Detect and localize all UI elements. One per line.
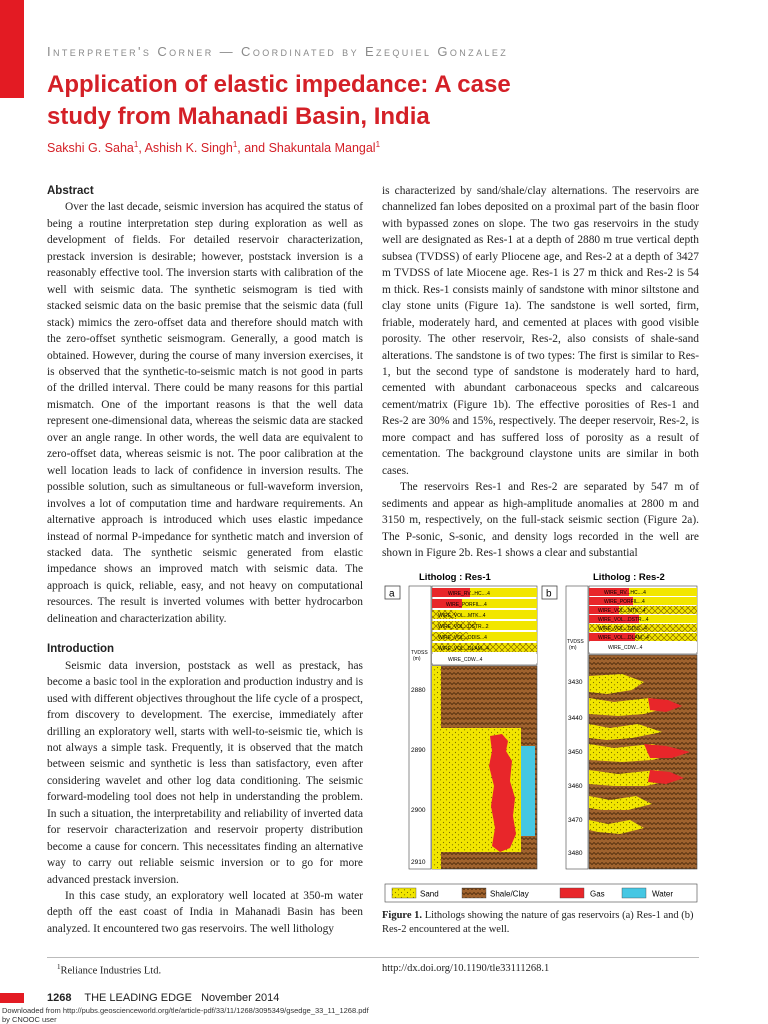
panel-b-title: Litholog : Res-2: [593, 572, 665, 583]
download-url[interactable]: Downloaded from http://pubs.geoscienceworld.org/tle/article-pdf/33/11/1268/3095349/gsedge_33_11_1268.pdf: [2, 1006, 369, 1015]
introduction-paragraph: Seismic data inversion, poststack as well as prestack, has become a basic tool in the exploration and production industry and is used with different objectives throughout the life cycle of a prospect, from discovery to development. The exercise, immediately after drilling an exploratory well, starts with well-to-seismic tie, which is not always a simple task. Frequently, it is observed that the match between seismic and synthetic is less than satisfactory, even after considering wavelet and other log data conditioning. The seismic forward-modeling tool does not help in understanding the problem. In such a situation, the interpretability and reliability of inverted data for reservoir characterization and reservoir property distribution become a cause for concern. This necessitates finding an alternative way to carry out reliable seismic inversion or to go for more advanced prestack inversion.: [47, 659, 363, 886]
download-notice: [2, 1007, 369, 1024]
figure-caption: [382, 909, 700, 937]
track-name: WIRE_PORFIL...4: [604, 599, 645, 605]
page-number: 1268: [47, 992, 72, 1004]
author-affiliation-mark: 1: [133, 140, 139, 149]
depth-label: 2890: [411, 747, 426, 754]
legend-swatch-sand: [392, 888, 416, 898]
panel-label-a: a: [389, 588, 395, 600]
figure-legend: [385, 884, 697, 902]
depth-label: 3480: [568, 850, 583, 857]
abstract-heading: Abstract: [47, 185, 94, 197]
article-title: Application of elastic impedance: A case study from Mahanadi Basin, India: [47, 71, 511, 130]
doi-link[interactable]: http://dx.doi.org/10.1190/tle33111268.1: [382, 963, 550, 974]
track-name: WIRE_VOL...DDIS...4: [598, 626, 647, 632]
introduction-heading: Introduction: [47, 643, 115, 656]
figure-1: [382, 566, 700, 908]
journal-name: THE LEADING EDGE: [84, 992, 192, 1004]
track-name: WIRE_VOL...DLAM...4: [598, 635, 649, 641]
abstract-paragraph: Over the last decade, seismic inversion has acquired the status of being a routine interpretation step during exploration as well as development of fields. For detailed reservoir characterization, prestack inversion is desirable; however, poststack inversion is a reasonably effective tool. The inversion starts with calibration of the well with seismic data. The synthetic seismogram is tied with stacked seismic data on the basic premise that the seismic data (full stack) mimics the zero-offset data and therefore should match with the zero-offset synthetic seismogram. Generally, a good match is obtained. However, during the course of many inversion exercises, it is observed that the synthetic-to-seismic match is not good in parts of the drilled interval. There could be many reasons for this partial mismatch. One of the important reasons is that the well data represent one-dimensional data, whereas the seismic data are stacked over an angle range. In other words, the well data are equivalent to zero-offset data, whereas seismic is not. The poor calibration at the well location leads to lack of confidence in inversion results. The possible solution, such as simultaneous or full-waveform inversion, involves a lot of computation time and hardware requirements. An alternative approach is introduced which uses elastic impedance instead of normal P-impedance for synthetic match and inversion of stacked data. The synthetic seismic generated from elastic impedance shows an improved match with seismic data. The approach is quick, reliable, easy, and not heavy on computational resources. The result is inverted volumes with better hydrocarbon delineation and characterization ability.: [47, 201, 363, 625]
legend-swatch-water: [622, 888, 646, 898]
depth-header: TVDSS: [411, 650, 428, 656]
track-name: WIRE_VOL...DSTR...4: [598, 617, 649, 623]
track-name: WIRE_CDW...4: [448, 657, 483, 663]
depth-header: TVDSS: [567, 639, 584, 645]
legend-label: Sand: [420, 889, 439, 899]
affiliation-footnote: [57, 963, 161, 977]
depth-label: 3430: [568, 679, 583, 686]
left-column: [47, 183, 363, 937]
track-name: WIRE_VOL...MTK...4: [438, 613, 486, 619]
right-column: [382, 183, 699, 561]
page-footer: [47, 992, 279, 1004]
depth-label: 2880: [411, 687, 426, 694]
legend-label: Gas: [590, 889, 605, 899]
caption-text: Lithologs showing the nature of gas reservoirs (a) Res-1 and (b) Res-2 encountered at the well.: [382, 910, 694, 935]
header-accent-bar: [0, 0, 24, 98]
track-name: WIRE_RV...HC....4: [448, 591, 490, 597]
litholog-body-b: [589, 655, 697, 869]
issue-date: November 2014: [201, 992, 280, 1004]
footer-accent-bar: [0, 993, 24, 1003]
series-label: Interpreter's Corner — Coordinated by Ezequiel Gonzalez: [47, 44, 509, 59]
panel-label-b: b: [546, 588, 552, 600]
legend-swatch-gas: [560, 888, 584, 898]
download-user: by CNOOC user: [2, 1014, 57, 1024]
track-name: WIRE_RV...HC....4: [604, 590, 646, 596]
depth-label: 3470: [568, 817, 583, 824]
caption-label: Figure 1.: [382, 910, 423, 921]
depth-label: 2900: [411, 807, 426, 814]
affiliation-text: Reliance Industries Ltd.: [60, 965, 162, 977]
track-name: WIRE_PORFIL...4: [446, 602, 487, 608]
author-name: Sakshi G. Saha: [47, 141, 134, 156]
legend-label: Shale/Clay: [490, 889, 529, 899]
litholog-body-a: [432, 666, 537, 869]
legend-label: Water: [652, 889, 674, 899]
panel-a-title: Litholog : Res-1: [419, 572, 491, 583]
depth-label: 3450: [568, 749, 583, 756]
introduction-paragraph: In this case study, an exploratory well located at 350-m water depth off the east coast of India in Mahanadi Basin has been analyzed. It encountered two gas reservoirs. The well lithology: [47, 890, 363, 935]
depth-track: [409, 586, 431, 869]
body-paragraph: The reservoirs Res-1 and Res-2 are separated by 547 m of sediments and appear as high-amplitude anomalies at 2800 m and 3150 m, respectively, on the full-stack seismic section (Figure 2a). The P-sonic, S-sonic, and density logs recorded in the well are shown in Figure 2b. Res-1 shows a clear and substantial: [382, 481, 699, 559]
depth-track: [566, 586, 588, 869]
track-name: WIRE_VOL...DSTR...2: [438, 624, 489, 630]
track-name: WIRE_VOL...DLAM...4: [438, 646, 489, 652]
author-affiliation-mark: 1: [375, 140, 381, 149]
track-name: WIRE_CDW...4: [608, 645, 643, 651]
track-header-group: [432, 586, 537, 665]
body-paragraph: is characterized by sand/shale/clay alternations. The reservoirs are channelized fan lobes deposited on a proximal part of the basin floor with bypassed zones on slope. The two gas reservoirs in the study well are designated as Res-1 at a depth of 2880 m true vertical depth subsea (TVDSS) of early Pliocene age, and Res-2 at a depth of 3427 m TVDSS of late Miocene age. Res-1 is 27 m thick and Res-2 is 54 m thick. Res-1 consists mainly of sandstone with minor siltstone and clay stone units (Figure 1a). The sandstone is well sorted, firm, friable, moderately hard, and cemented at places with good visible porosity. The other reservoir, Res-2, also consists of shale-sand alterations. The sandstone is of two types: The first is similar to Res-1, but the second type of sandstone is moderately hard to hard, cemented with abundant carbonaceous specks and calcareous cement/matrix (Figure 1b). The effective porosities of Res-1 and Res-2 are 30% and 15%, respectively. The deeper reservoir, Res-2, is more compact and has suffered loss of porosity as a result of cementation. The background claystone units are similar in both cases.: [382, 185, 699, 477]
depth-label: 3460: [568, 783, 583, 790]
footnote-mark: 1: [57, 963, 61, 971]
depth-label: 3440: [568, 715, 583, 722]
track-name: WIRE_VOL...MTK...4: [598, 608, 646, 614]
author-name: Ashish K. Singh: [144, 141, 233, 156]
author-name: and Shakuntala Mangal: [244, 141, 376, 156]
author-list: Sakshi G. Saha$^1$, Ashish K. Singh$^1$, and Shakuntala Mangal$^1$: [47, 140, 381, 156]
depth-label: 2910: [411, 859, 426, 866]
track-header-group: [589, 586, 697, 654]
litholog-figure: [382, 566, 700, 908]
track-name: WIRE_VOL...DDIS...4: [438, 635, 487, 641]
footnote-rule: [47, 957, 699, 958]
depth-unit: (m): [569, 645, 577, 651]
depth-unit: (m): [413, 656, 421, 662]
author-affiliation-mark: 1: [232, 140, 238, 149]
legend-swatch-shale: [462, 888, 486, 898]
